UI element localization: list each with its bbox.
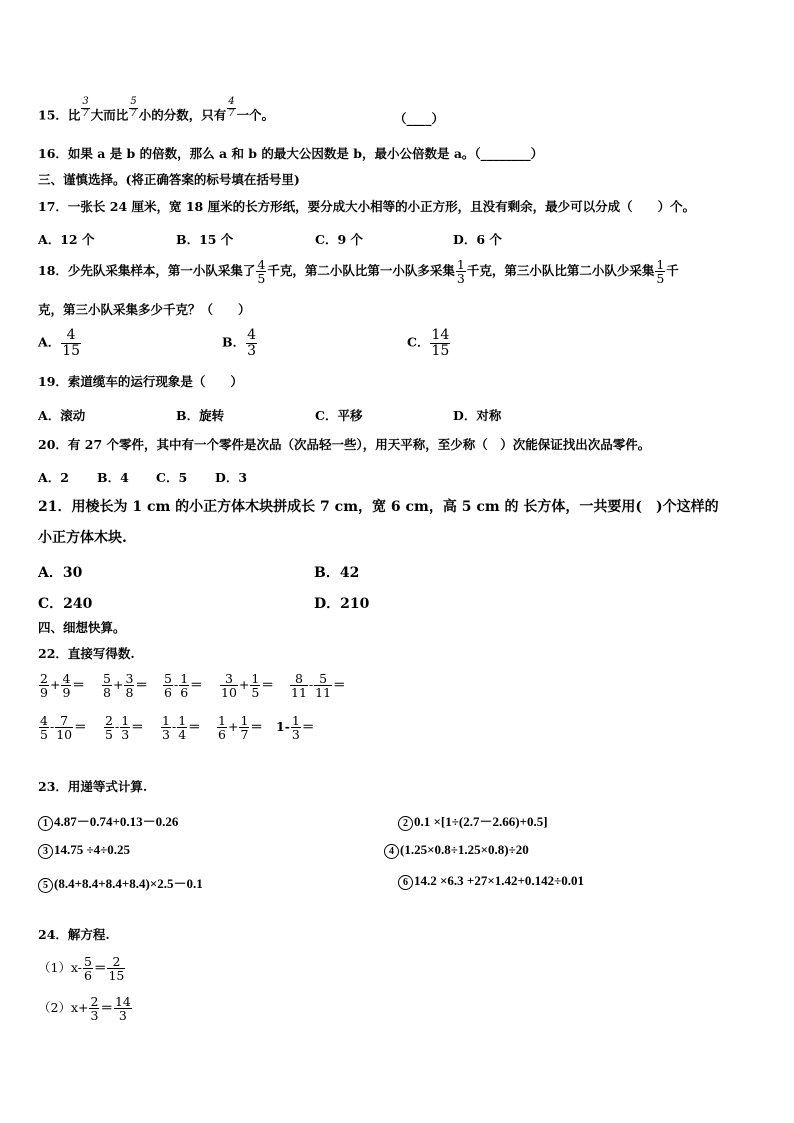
q23-title: 23．用递等式计算. xyxy=(38,779,148,794)
denominator: 15 xyxy=(108,968,125,984)
calc-item-6 xyxy=(398,873,584,890)
q18-text-1: 18．少先队采集样本，第一小队采集了 xyxy=(38,263,256,279)
expression: (8.4+8.4+8.4+8.4)×2.5－0.1 xyxy=(54,876,203,891)
numerator: 5 xyxy=(130,96,137,107)
denominator: 6 xyxy=(180,685,189,701)
denominator: 6 xyxy=(164,685,172,701)
denominator: 10 xyxy=(221,685,237,701)
numerator: 5 xyxy=(319,671,328,686)
q20-line: 20．有 27 个零件，其中有一个零件是次品（次品轻一些），用天平称，至少称（ ）次能保证找出次品零件。 xyxy=(38,437,651,452)
fraction xyxy=(177,714,187,741)
oral-item xyxy=(101,672,148,699)
operator: + xyxy=(227,719,239,735)
calc-item-1 xyxy=(38,811,178,831)
operator: - xyxy=(308,677,314,693)
denominator: 4 xyxy=(178,727,187,743)
expression: 4.87－0.74+0.13－0.26 xyxy=(54,814,179,829)
q17-option-b[interactable]: B．15 个 xyxy=(176,232,234,247)
fraction xyxy=(55,714,73,741)
denominator: 8 xyxy=(125,685,134,701)
numerator: 1 xyxy=(162,713,170,728)
q18-text-3: 千克，第三小队比第二小队少采集 xyxy=(466,263,655,279)
q19-option-b[interactable]: B．旋转 xyxy=(176,408,225,423)
numerator: 2 xyxy=(40,671,48,686)
equals: ＝ xyxy=(93,960,107,976)
q15-text-1: 比 xyxy=(67,107,81,123)
numerator: 4 xyxy=(247,327,256,343)
fraction xyxy=(179,672,189,699)
denominator: 11 xyxy=(291,685,307,701)
q18-line-2: 克，第三小队采集多少千克？（ ） xyxy=(38,302,251,317)
numerator: 3 xyxy=(125,671,134,686)
fraction xyxy=(291,714,301,741)
q17-option-a[interactable]: A．12 个 xyxy=(38,232,95,247)
numerator: 1 xyxy=(121,713,130,728)
equals: ＝ xyxy=(131,719,144,735)
numerator: 2 xyxy=(112,954,121,969)
circle-number: 5 xyxy=(38,878,53,893)
numerator: 5 xyxy=(164,671,172,686)
oral-item xyxy=(160,714,201,741)
operator: + xyxy=(112,677,124,693)
fraction xyxy=(104,714,114,741)
fraction xyxy=(456,258,466,285)
denominator: 5 xyxy=(105,727,113,743)
denominator: 6 xyxy=(84,968,92,984)
operator: - xyxy=(171,719,177,735)
q15-line xyxy=(38,96,275,127)
q15-number: 15． xyxy=(38,107,68,123)
oral-item xyxy=(216,714,263,741)
numerator: 4 xyxy=(62,671,71,686)
fraction xyxy=(83,955,93,982)
q20-option-b[interactable]: B．4 xyxy=(97,470,129,485)
oral-item xyxy=(276,714,314,741)
fraction xyxy=(430,328,450,358)
option-label: A． xyxy=(38,334,61,350)
denominator: 7 xyxy=(130,107,137,119)
numerator: 4 xyxy=(66,327,76,343)
fraction xyxy=(39,672,49,699)
fraction xyxy=(250,672,260,699)
numerator: 1 xyxy=(218,713,226,728)
oral-item xyxy=(162,672,203,699)
fraction xyxy=(217,714,227,741)
denominator: 3 xyxy=(162,727,170,743)
paren-open: （ xyxy=(394,111,407,126)
q18-line-1 xyxy=(38,258,679,285)
q20-option-c[interactable]: C．5 xyxy=(156,470,188,485)
calc-item-5 xyxy=(38,873,203,893)
q19-option-c[interactable]: C．平移 xyxy=(315,408,363,423)
fraction xyxy=(256,258,266,285)
oral-item xyxy=(289,672,346,699)
numerator: 1 xyxy=(656,257,665,272)
operator: + xyxy=(238,677,250,693)
q21-line-2: 小正方体木块. xyxy=(38,530,127,546)
q15-text-2: 大而比 xyxy=(90,107,129,123)
fraction xyxy=(102,672,112,699)
q15-text-4: 一个。 xyxy=(236,107,275,123)
denominator: 5 xyxy=(251,685,260,701)
equals: ＝ xyxy=(190,677,203,693)
circle-number: 6 xyxy=(398,875,413,890)
fraction xyxy=(246,328,257,358)
equals: ＝ xyxy=(188,719,201,735)
q17-line: 17．一张长 24 厘米，宽 18 厘米的长方形纸，要分成大小相等的小正方形，且没有剩余，最少可以分成（ ）个。 xyxy=(38,199,696,214)
numerator: 1 xyxy=(251,671,260,686)
fraction xyxy=(39,714,49,741)
fraction xyxy=(120,714,130,741)
fraction xyxy=(124,672,134,699)
oral-item xyxy=(38,714,87,741)
expression: 14.75 ÷4÷0.25 xyxy=(54,842,131,857)
q19-line: 19．索道缆车的运行现象是（ ） xyxy=(38,374,243,389)
minuend: 1- xyxy=(276,719,290,735)
fraction xyxy=(61,328,81,358)
numerator: 1 xyxy=(240,713,249,728)
numerator: 1 xyxy=(291,713,300,728)
equals: ＝ xyxy=(135,677,148,693)
fraction xyxy=(655,258,665,285)
q18-text-4: 千 xyxy=(666,263,679,279)
oral-item xyxy=(103,714,144,741)
q22-title: 22．直接写得数. xyxy=(38,646,135,661)
equals: ＝ xyxy=(333,677,346,693)
numerator: 14 xyxy=(114,994,131,1009)
q18-option-b[interactable] xyxy=(222,328,258,358)
equals: ＝ xyxy=(301,719,315,735)
numerator: 3 xyxy=(82,96,89,107)
denominator: 9 xyxy=(40,685,48,701)
calc-item-2 xyxy=(398,811,548,831)
denominator: 10 xyxy=(56,727,73,743)
option-label: B． xyxy=(222,334,246,350)
denominator: 15 xyxy=(62,342,81,359)
denominator: 6 xyxy=(218,727,226,743)
denominator: 11 xyxy=(315,685,332,701)
equation-prefix: （1）x- xyxy=(38,960,83,976)
section-3-heading: 三、谨慎选择。(将正确答案的标号填在括号里) xyxy=(38,172,300,187)
fraction xyxy=(81,97,89,119)
denominator: 7 xyxy=(82,107,89,119)
operator: - xyxy=(49,719,55,735)
expression: 0.1 ×[1÷(2.7－2.66)+0.5] xyxy=(414,814,548,829)
denominator: 9 xyxy=(62,685,71,701)
numerator: 14 xyxy=(431,327,450,343)
fraction xyxy=(163,672,173,699)
oral-item xyxy=(38,672,85,699)
option-label: C． xyxy=(407,334,430,350)
denominator: 15 xyxy=(431,342,450,359)
q21-option-a[interactable]: A．30 xyxy=(38,565,83,581)
q18-option-c[interactable] xyxy=(407,328,451,358)
denominator: 3 xyxy=(456,271,465,287)
circle-number: 3 xyxy=(38,844,53,859)
fraction xyxy=(89,995,99,1022)
denominator: 8 xyxy=(103,685,111,701)
fraction xyxy=(129,97,137,119)
numerator: 4 xyxy=(228,96,235,107)
numerator: 1 xyxy=(180,671,189,686)
q21-option-c[interactable]: C．240 xyxy=(38,596,93,612)
fraction xyxy=(290,672,308,699)
denominator: 3 xyxy=(121,727,130,743)
denominator: 3 xyxy=(90,1008,99,1024)
equals: ＝ xyxy=(74,719,87,735)
calc-item-3 xyxy=(38,842,130,859)
q19-option-a[interactable]: A．滚动 xyxy=(38,408,86,423)
numerator: 1 xyxy=(178,713,187,728)
q15-answer[interactable] xyxy=(394,111,444,127)
calc-item-4 xyxy=(384,842,529,859)
numerator: 2 xyxy=(105,713,113,728)
circle-number: 1 xyxy=(38,816,53,831)
denominator: 5 xyxy=(257,271,266,287)
section-4-heading: 四、细想快算。 xyxy=(38,620,126,635)
q21-line-1: 21．用棱长为 1 cm 的小正方体木块拼成长 7 cm，宽 6 cm，高 5 cm 的 长方体，一共要用( )个这样的 xyxy=(38,499,719,515)
operator: - xyxy=(173,677,179,693)
equals: ＝ xyxy=(250,719,263,735)
denominator: 3 xyxy=(114,1008,132,1022)
numerator: 5 xyxy=(84,954,92,969)
operator: + xyxy=(49,677,61,693)
numerator: 5 xyxy=(103,671,111,686)
numerator: 7 xyxy=(60,713,69,728)
denominator: 7 xyxy=(228,107,235,119)
denominator: 3 xyxy=(291,727,300,743)
fraction xyxy=(161,714,171,741)
numerator: 4 xyxy=(257,257,266,272)
fraction xyxy=(220,672,238,699)
equation-2 xyxy=(38,995,133,1022)
equation-1 xyxy=(38,955,126,982)
q16-line: 16．如果 a 是 b 的倍数，那么 a 和 b 的最大公因数是 b，最小公倍数是 a。（________） xyxy=(38,146,544,161)
q15-text-3: 小的分数，只有 xyxy=(138,107,227,123)
fraction xyxy=(227,97,235,119)
denominator: 7 xyxy=(240,727,249,743)
equals: ＝ xyxy=(261,677,274,693)
q19-option-d[interactable]: D．对称 xyxy=(453,408,502,423)
oral-item xyxy=(219,672,274,699)
circle-number: 2 xyxy=(398,816,413,831)
fraction xyxy=(107,955,125,982)
expression: (1.25×0.8÷1.25×0.8)÷20 xyxy=(400,842,529,857)
q18-text-2: 千克，第二小队比第一小队多采集 xyxy=(267,263,455,279)
paren-close: ） xyxy=(431,111,445,126)
denominator: 5 xyxy=(40,727,48,743)
q17-option-d[interactable]: D．6 个 xyxy=(453,232,502,247)
denominator: 3 xyxy=(247,342,256,359)
numerator: 1 xyxy=(456,257,465,272)
numerator: 2 xyxy=(90,994,99,1009)
denominator: 5 xyxy=(656,271,665,287)
numerator: 8 xyxy=(294,671,303,686)
numerator: 3 xyxy=(224,671,233,686)
numerator: 4 xyxy=(40,713,48,728)
fraction xyxy=(314,672,332,699)
fraction xyxy=(61,672,71,699)
operator: - xyxy=(114,719,120,735)
equals: ＝ xyxy=(72,677,85,693)
equals: ＝ xyxy=(100,1000,113,1016)
q20-option-a[interactable]: A．2 xyxy=(38,470,69,485)
q20-option-d[interactable]: D．3 xyxy=(215,470,248,485)
circle-number: 4 xyxy=(384,844,399,859)
expression: 14.2 ×6.3 +27×1.42+0.142÷0.01 xyxy=(414,873,585,888)
q17-option-c[interactable]: C．9 个 xyxy=(315,232,363,247)
fraction xyxy=(114,995,132,1022)
q24-title: 24．解方程. xyxy=(38,927,110,942)
equation-prefix: （2）x+ xyxy=(38,1000,89,1016)
fraction xyxy=(239,714,249,741)
q18-option-a[interactable] xyxy=(38,328,82,358)
q21-option-d[interactable]: D．210 xyxy=(314,596,370,612)
q21-option-b[interactable]: B．42 xyxy=(314,565,360,581)
answer-blank: ____ xyxy=(406,111,432,126)
